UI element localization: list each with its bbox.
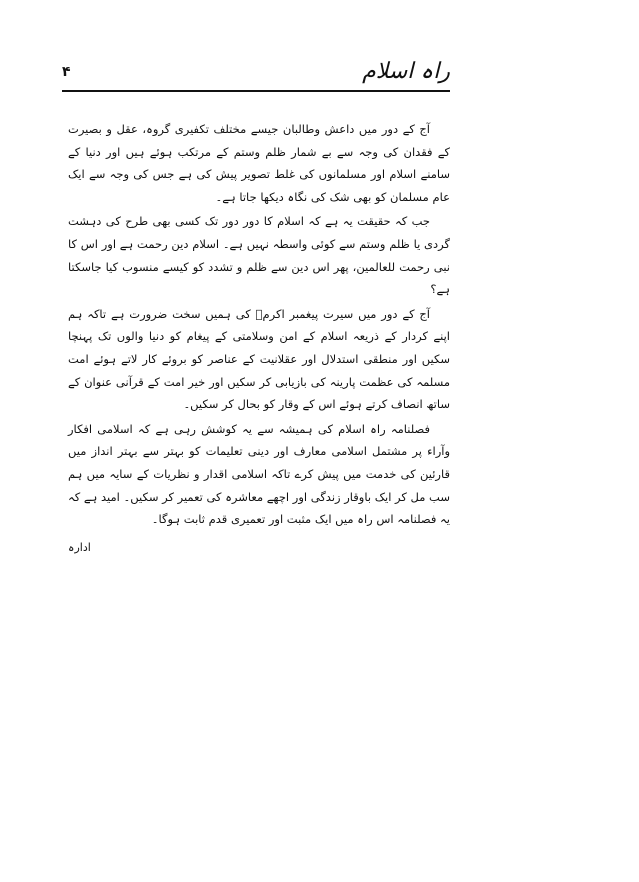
page-number: ۴: [62, 64, 71, 80]
paragraph: آج کے دور میں داعش وطالبان جیسے مختلف تکفیری گروہ، عقل و بصیرت کے فقدان کی وجہ سے بے شمار ظلم وستم کے مرتکب ہوئے ہیں اور دنیا کے سامنے اسلام اور مسلمانوں کی غلط تصویر پیش کی ہے جس کی وجہ سے ایک عام مسلمان کو بھی شک کی نگاہ دیکھا جاتا ہے۔: [68, 122, 450, 204]
paragraph: آج کے دور میں سیرت پیغمبر اکرمؐ کی ہمیں سخت ضرورت ہے تاکہ ہم اپنے کردار کے ذریعہ اسلام کے امن وسلامتی کے پیغام کو دنیا والوں تک پہنچا سکیں اور منطقی استدلال اور عقلانیت کے عناصر کو بروئے کار لاتے ہوئے امت مسلمہ کی عظمت پارینہ کی بازیابی کر سکیں اور خیر امت کے قرآنی عنوان کے ساتھ انصاف کرتے ہوئے اس کے وقار کو بحال کر سکیں۔: [68, 306, 450, 412]
journal-title: راہ اسلام: [362, 59, 450, 84]
paragraph: جب کہ حقیقت یہ ہے کہ اسلام کا دور دور تک کسی بھی طرح کی دہشت گردی یا ظلم وستم سے کوئی واسطہ نہیں ہے۔ اسلام دین رحمت ہے اور اس کا نبی رحمت للعالمین، پھر اس دین سے ظلم و تشدد کو کیسے منسوب کیا جاسکتا ہے؟: [68, 214, 450, 297]
header-divider: [62, 90, 450, 92]
paragraph: فصلنامہ راہ اسلام کی ہمیشہ سے یہ کوشش رہی ہے کہ اسلامی افکار وآراء پر مشتمل اسلامی معارف اور دینی تعلیمات کو بہتر سے بہتر انداز میں قارئین کی خدمت میں پیش کرے تاکہ اسلامی اقدار و نظریات کے سایہ میں ہم سب مل کر ایک باوقار زندگی اور اچھے معاشرہ کی تعمیر کر سکیں۔ امید ہے کہ یہ فصلنامہ اس راہ میں ایک مثبت اور تعمیری قدم ثابت ہوگا۔: [68, 421, 450, 527]
editorial-body: [68, 118, 450, 533]
signature: ادارہ: [68, 541, 91, 554]
page-header: [62, 60, 450, 84]
